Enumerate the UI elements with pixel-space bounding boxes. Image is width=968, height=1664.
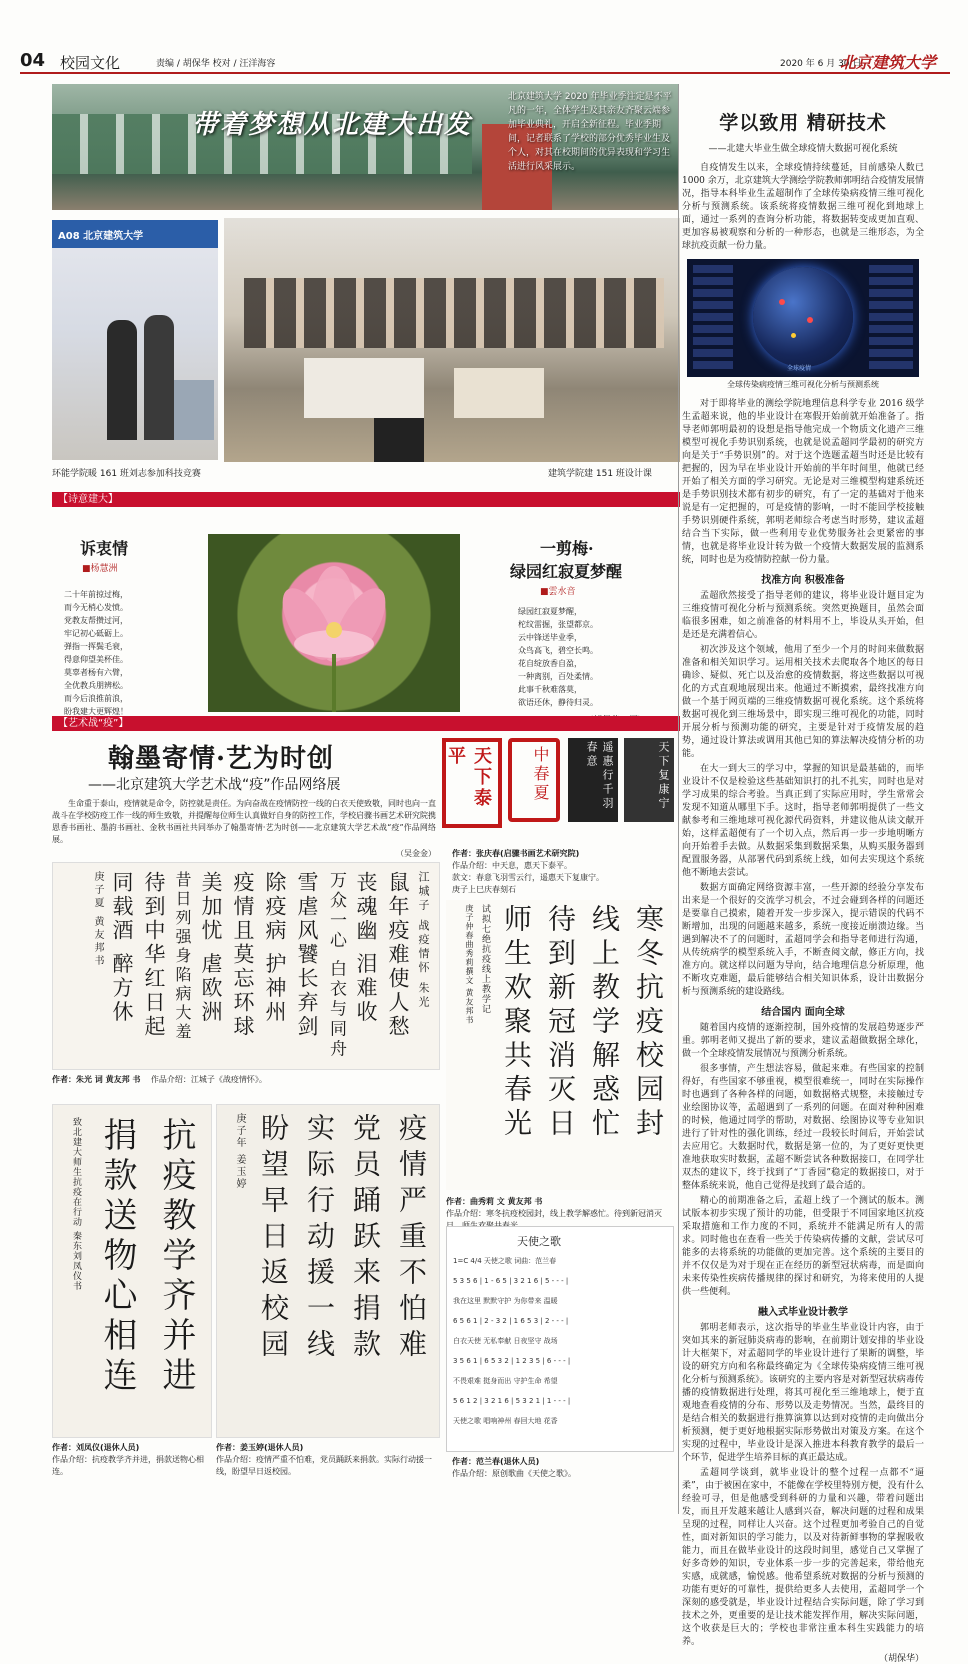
poem1-title: 诉衷情 [80,539,129,558]
score-lines: 1=C 4/4 天使之歌 词曲：范兰春 5 3 5 6 | 1 - 6 5 | 3 2 1 6 | 5 - - - | 我在这里 默默守护 为你带来 温暖 6 5 6 1 | 2 - 3 2 | 1 6 5 3 | 2 - - - | 白衣天使 无私奉献 日夜坚守 战场 3 5 6 1 | 6 5 3 2 | 1 2 3 5 | 6 - - - | 不畏艰难 挺身而出 守护生命 希望 5 6 1 2 | 3 2 1 6 | 5 3 2 1 | 1 - - - | 天使之歌 唱响神州 春回大地 花香 [453,1257,571,1425]
work5-author: 作者：姜玉婷(退休人员) [216,1443,304,1452]
article-title: 学以致用 精研技术 [719,112,887,134]
seal-white-2: 天下复康宁 [624,738,674,822]
art-subtitle: ——北京建筑大学艺术战“疫”作品网络展 [88,777,341,793]
caption-left: 环能学院暖 161 班刘志参加科技竞赛 [52,469,201,479]
photo-design-class [224,218,680,462]
article-p10: 郭明老师表示，这次指导的毕业生毕业设计内容，由于突如其来的新冠肺炎病毒的影响，在前期计划安排的毕业设计大框架下，对孟超同学的毕业设计进行了果断的调整，毕设的研究方向和名称最终确定为《全球传染病疫情三维可视化分析与预测系统》。该研究的主要内容是对新型冠状病毒传播的疫情数据进行处理，将其可视化至三维地球上，便于直观地查看疫情的分布、形势以及走势情况。当然，最终目的是结合相关的数据进行推算演算以达到对疫情的走向做出分析预测，便于更好地根据实际形势做出对策及方案。在这个实现的过程中，毕业设计是深入推进本科教育教学的最后一个环节，促进学生培养目标的真正最达成。 [682,1323,924,1463]
work1-desc3: 庚子上巳庆春刻石 [452,885,516,894]
poem2-lines: 绿园红寂夏梦醒， 柁纹雷掘，张望都京。 云中锋送毕业季， 众鸟高飞，碧空长鸣。 花自绽放香自盈， 一种离别，百处柔情。 此事千秋难落莫， 欲语还休，静待归灵。 [518,607,598,707]
art-intro-credit: （吴金金） [396,849,436,858]
header [20,50,950,74]
caption-right: 建筑学院建 151 班设计课 [548,469,652,479]
work1-desc2: 款文：春意飞羽雪云行，遥惠天下复康宁。 [452,873,604,882]
calligraphy-zhuguang: 江城子 战疫情怀 朱光 鼠年疫难使人愁 丧魂幽 泪难收 万众一心 白衣与同舟 雪虐风饕长弃剑 除疫病 护神州 疫情且莫忘环球 美加忧 虐欧洲 昔日列强身陷病大羞 待到中华红日起 同载酒 醉方休 庚子夏 黄友邦书 [52,862,440,1070]
work3-desc: 作品介绍：寒冬抗疫校园封，线上教学解惑忙。待到新冠消灭 [446,1209,662,1218]
section-tag-poem: 【诗意建大】 [52,492,680,507]
section-name: 校园文化 [60,54,121,72]
article-credit: （胡保华） [878,1654,924,1664]
work1-info [452,848,682,896]
page-number: 04 [20,50,46,71]
section-tag-art: 【艺术战“疫”】 [52,716,680,731]
work4-info [52,1442,212,1478]
article-h1: 找准方向 积极准备 [761,575,845,586]
calligraphy-quxiuli: 寒冬抗疫校园封 线上教学解惑忙 待到新冠消灭日 师生欢聚共春光 试拟七绝抗疫线上教学记 庚子仲春曲秀莉撰文 黄友邦书 [446,900,672,1190]
article-p5: 在大一到大三的学习中，掌握的知识是最基础的，而毕业设计不仅是检验这些基础知识打的扎不扎实，同时也是对学习成果的综合考验。当真正到了实际应用时，学生常常会发现不知道从哪里下手。这时，指导老师郭明提供了一些文献参考和三维地球可视化源代码资料，并建议他从读文献开始，这样孟超便有了一个切入点，然后再一步一步地明晰方向开始着手去做。从数据采集到数据采集，从购买服务器到配置服务器，从部署代码到系统上线，如何去实现这个系统他不断地去尝试。 [682,764,924,878]
poem1-author: ■杨慧洲 [82,564,118,574]
lotus-icon [208,534,460,712]
banner-photo [52,84,678,210]
photo-competition [52,220,218,460]
work6-author: 作者：范兰春(退休人员) [452,1457,540,1466]
work3-author: 作者：曲秀莉 文 黄友邦 书 [446,1197,543,1206]
banner-title: 带着梦想从北建大出发 [192,110,473,140]
paper-name: 北京建筑大学 [840,53,937,72]
column-divider [678,84,679,1514]
article-p7: 随着国内疫情的逐渐控制，国外疫情的发展趋势逐步严重。郭明老师又提出了新的要求，建议孟超做数据全球化，做一个全球疫情发展情况与预测分析系统。 [682,1023,924,1059]
article-p9: 精心的前期准备之后，孟超上线了一个测试的版本。测试版本初步实现了预计的功能，但受限于不同国家地区抗疫采取措施和工作力度的不同，系统并不能满足所有人的需求。同时他也在查看一些关于传染病传播的文献，尝试尽可能多的去将系统的功能做的更加完善。这个系统的主要目的并不仅仅是为对于现在正在经历的新型冠状病毒，而是面向未来传染性疾病传播规律的探讨和研究，为将来使用的人提供一些便利。 [682,1196,924,1297]
seal-tianxia: 天下泰平 [442,738,502,828]
work1-desc: 作品介绍：中天息，惠天下泰平。 [452,861,572,870]
lotus-photo [208,534,460,712]
banner-intro: 北京建筑大学 2020 年毕业季注定是不平凡的一年，全体学生及其亲友齐聚云端参加毕业典礼，开启全新征程。毕业季期间，记者联系了学校的部分优秀毕业生及个人，对其在校期间的优异表现和学习生活进行风采展示。 [508,92,672,172]
article-p6: 数据方面确定网络资源丰富，一些开源的经验分享发布出来是一个很好的交流学习机会，不过会碰到各样的问题还是要靠自己摸索，随着开发一步步深入，提示错误的代码不断增加，出现的问题越来越多，系统一度接近崩溃边缘。当遇到解决不了的问题时，孟超同学会和指导老师进行沟通，从传统病学的模型系统入手，不断查阅文献，修正方向，找准方向。就这样以问题为导向，结合地理信息分析原理，他不断攻克难题，最后能够结合相关知识体系，设计出数据分析与预测系统的建设路线。 [682,883,924,997]
work5-info [216,1442,440,1478]
work5-desc: 作品介绍：疫情严重不怕难，党员踊跃来捐款。实际行动援一线，盼望早日返校园。 [216,1455,432,1476]
article-p3: 孟超欣然接受了指导老师的建议，将毕业设计题目定为三维疫情可视化分析与预测系统。突然更换题目，虽然会面临很多困难，如之前准备的材料用不上，毕设从头开始，但是还是充满着信心。 [682,591,924,640]
poem1-lines: 二十年前掠过梅， 而今无梢心发愤。 党教友帮攒过河， 牢记初心砥砺上。 弹指一挥鬓毛衰， 得意仰望美杯佳。 莫辜者杨有六臂， 全优教兵朋辨松。 而今后浪推前浪， 盼我建大更辉煌！ [64,590,128,716]
globe-label: 全球疫情 [787,365,812,372]
work2-desc: 作品介绍：江城子《战疫情怀》。 [150,1075,267,1084]
work6-desc: 作品介绍：原创歌曲《天使之歌》。 [452,1469,576,1478]
article-h2: 结合国内 面向全球 [761,1007,845,1018]
poem2 [500,536,680,726]
article [682,108,924,1664]
art-title: 翰墨寄情·艺为时创 [108,744,335,774]
poem2-title2: 绿园红寂夏梦醒 [510,562,623,581]
work2-author: 作者：朱光 词 黄友邦 书 [52,1075,141,1084]
article-p4: 初次涉及这个领域，他用了至少一个月的时间来做数据准备和相关知识学习。运用相关技术去爬取各个地区的每日确诊、疑似、死亡以及治愈的疫情数据，将这些数据以可视化的方式直观地展现出来。他通过不断摸索，最终找准方向做一个基于网页端的三维疫情数据可视化系统。这个系统将数据可视化到三维场景中，即实现三维可视化的功能，同时开展分析与预测功能的研究，主要是针对于疫情发展的趋势，通过设计算法或调用其他已知的算法解决疫情分析的功能。 [682,645,924,759]
score-title: 天使之歌 [517,1235,561,1248]
poem2-author: ■雲水音 [540,587,576,597]
seal-group [442,734,680,846]
art-intro: 生命重于泰山，疫情就是命令，防控就是责任。为向奋战在疫情防控一线的白衣天使致敬，同时也向一直战斗在学校防疫工作一线的师生致敬，并提醒每位师生认真做好自身的防控工作，学校启骤书画艺术研究院携恩香书画社、墨韵书画社、金秋书画社共同举办了翰墨寄情·艺为时创——北京建筑大学艺术战“疫”作品网络展。 （吴金金） [52,799,436,858]
fig-caption: 全球传染病疫情三维可视化分析与预测系统 [727,380,879,389]
dashboard-figure [687,259,919,377]
seal-white-1: 遥惠行千羽春意 [568,738,618,822]
article-p1: 自疫情发生以来，全球疫情持续蔓延，目前感染人数已 1000 余万，北京建筑大学测绘学院教师郭明结合疫情发展情况，指导本科毕业生孟超制作了全球传染病疫情三维可视化分析与预测系统。该系统将疫情数据三维可视化到地球上面，通过一系列的查询分析功能，将数据转变成更加直观、更加容易被观察和分析的一种形态，也就是三维形态，为全球抗疫贡献一份力量。 [682,163,924,251]
seal-zhongchun: 中春夏 [508,738,560,822]
article-p11: 孟超同学谈到，就毕业设计的整个过程一点都不“逼柔”，由于被困在家中，不能像在学校里特别方便，没有什么经验可寻，但是他感受到科研的力量和兴趣，带着问题出发，而且开发越来越让人感到兴奋，解决问题的过程和成果呈现的过程，同样让人兴奋。这个过程更加考验自己的自觉性，面对新知识的学习能力，以及对待新鲜事物的掌握吸收能力，而且在做毕业设计的这段时间里，感觉自己又掌握了好多奇妙的知识，专业体系一步一步的完善起来，带给他充实感，成就感，愉悦感。他希望系统对数据的分析与预测的功能有更好的可靠性，提供给更多人去使用，孟超同学一个深刻的感受就是，毕业设计过程结合实际问题，除了学习到技术之外，更重要的是让技术能发挥作用，解决实际问题，这个收获是巨大的；学校也非常注重本科生实践能力的培养。 [682,1468,924,1647]
work4-desc: 作品介绍：抗疫教学齐并进，捐款送物心相连。 [52,1455,204,1476]
work2-info [52,1074,267,1085]
calligraphy-jiangyuting: 疫情严重不怕难 党员踊跃来捐款 实际行动援一线 盼望早日返校园 庚子年 姜玉婷 [216,1104,440,1438]
work4-author: 作者：刘凤仪(退休人员) [52,1443,140,1452]
article-p2: 对于即将毕业的测绘学院地理信息科学专业 2016 级学生孟超来说，他的毕业设计在寒假开始前就开始准备了。指导老师郭明最初的设想是指导他完成一个物质文化遗产三维模型可视化手势识别系统，也就是说孟超同学最初的研究方向是关于“手势识别”的。对于这个选题孟超当时还是比较有把握的，因为早在毕业设计开始前的半年时间里，他就已经开始了相关方面的学习研究。无论是对三维模型构建系统还是手势识别技术都有初步的研究，有了一定的基础对于他来说是有一定把握的，可是疫情的影响，一时不能回学校接触手势识别硬件系统，郭明老师综合考虑当时形势，建议孟超结合当下实际，做一些利用专业优势服务社会更紧密的事情，也就是将毕业设计转为做一个疫情大数据发展的监测系统，同时也是为疫情防控献一份力量。 [682,399,924,565]
poem2-title: 一剪梅· [540,539,594,558]
booth-sign: A08 北京建筑大学 [58,231,144,242]
work1-author: 作者：张庆春(启骤书画艺术研究院) [452,849,580,858]
music-score [446,1226,674,1452]
date: 2020 年 6 月 30 日 [780,59,862,69]
work6-info [452,1456,672,1480]
editors: 责编 / 胡保华 校对 / 汪洋海容 [156,59,276,69]
article-subtitle: ——北建大毕业生做全球疫情大数据可视化系统 [708,144,898,154]
article-h3: 融入式毕业设计教学 [758,1307,848,1318]
article-p8: 很多事情，产生想法容易，做起来难。有些国家的控制得好，有些国家不够重视，模型很难统一，同时在实际操作时也遇到了各种各样的问题，如数据格式规整，未接触过专业绘图协议等，孟超遇到了一系列的问题。在面对种种困难的时候，他通过同学的帮助，对数据、绘图协议等专业知识进行了针对性的强化训练，经过一段较长时间后，开始尝试去应用它。大数据时代，数据是第一位的，为了更好更快更准地获取实时数据，孟超不断尝试各种数据接口，在同学壮双杰的建议下，终于找到了“丁香园”稳定的数据接口，对于整体系统来说，他自己觉得是找到了最合适的。 [682,1064,924,1191]
poem1 [52,536,202,718]
calligraphy-liufengyi: 抗疫教学齐并进 捐款送物心相连 致北建大师生抗疫在行动 秦东刘凤仪书 [52,1104,212,1438]
